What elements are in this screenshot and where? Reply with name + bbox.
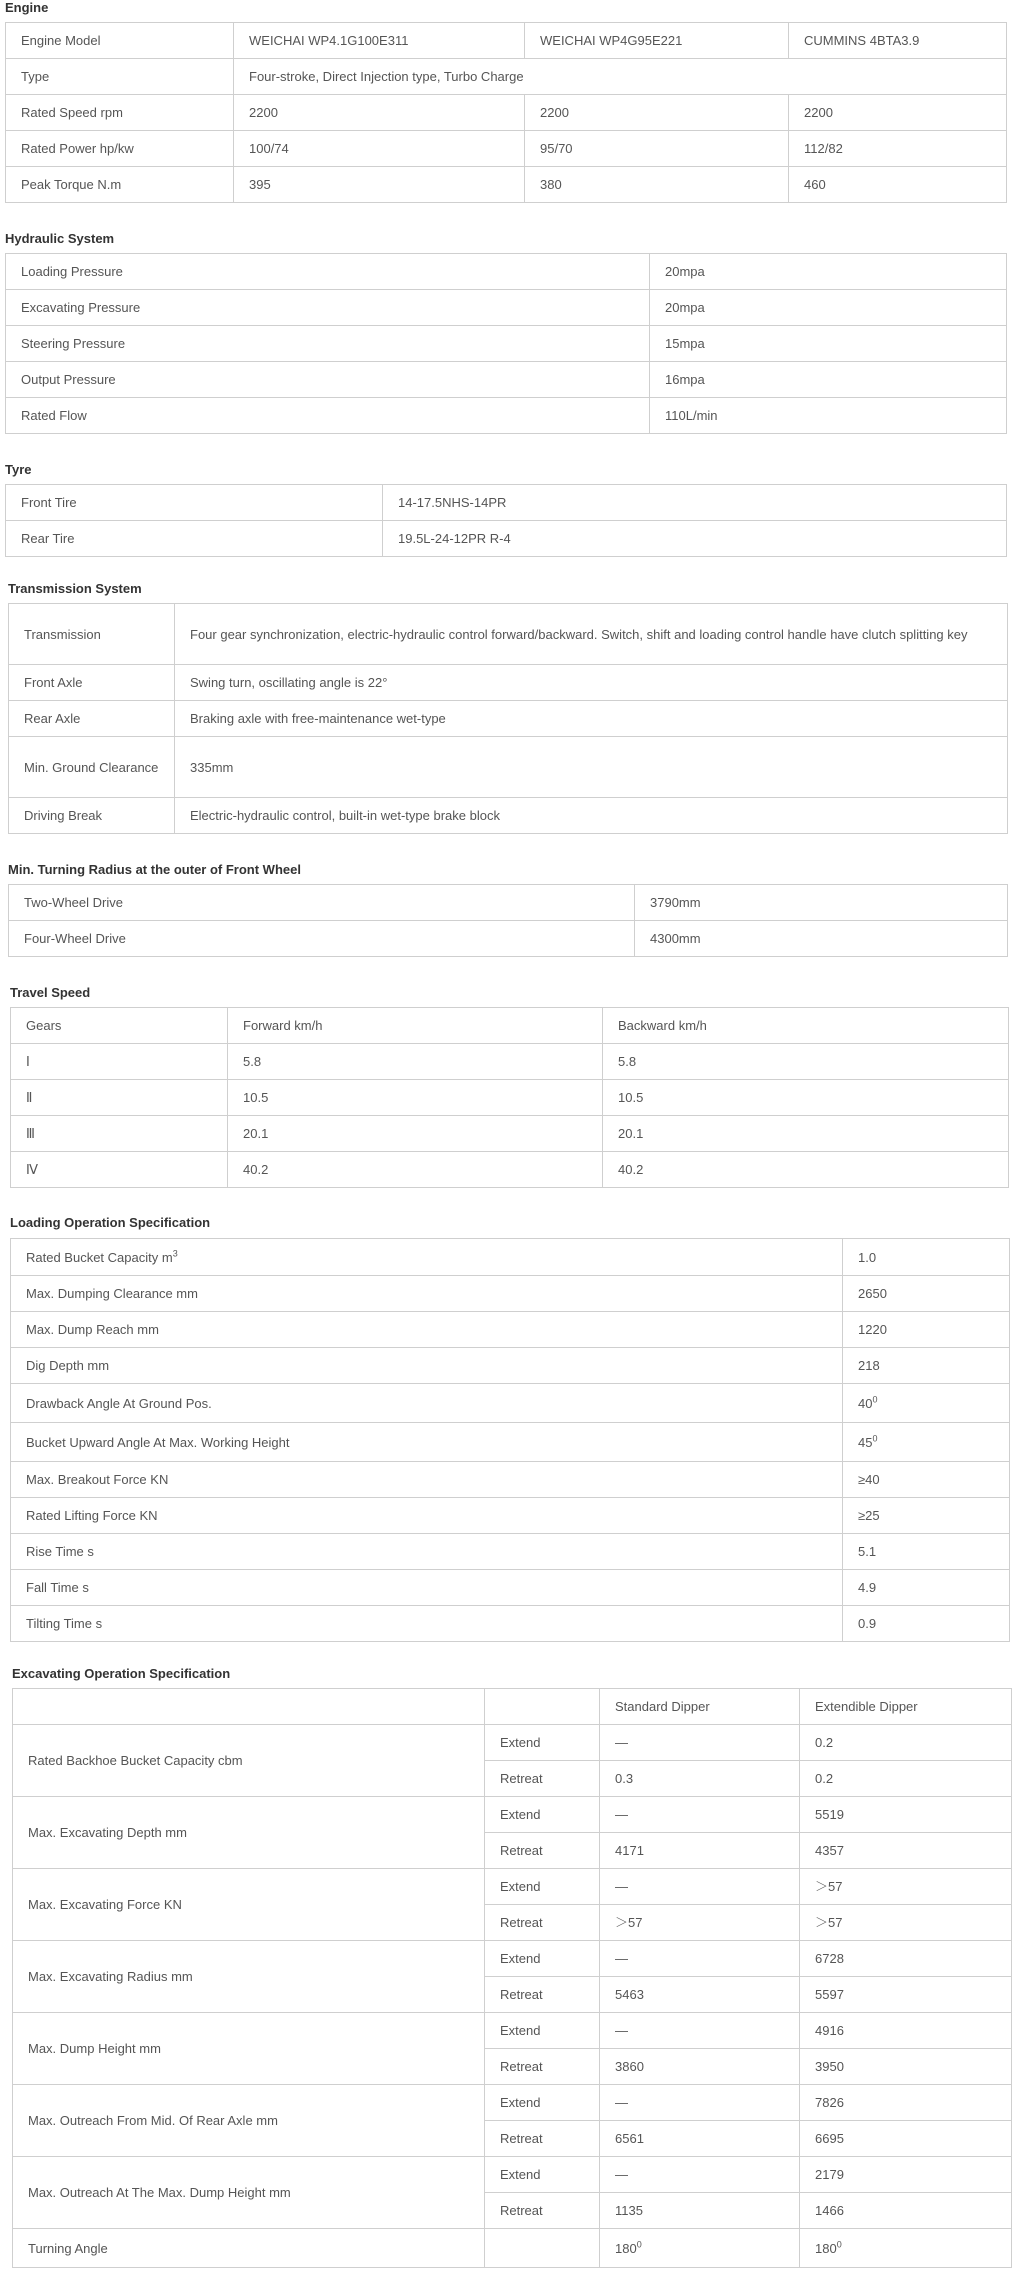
spec-value: ＞57 [600,1905,800,1941]
spec-value-text: 40 [858,1395,873,1411]
table-row [11,1348,1010,1384]
spec-value: 218 [843,1348,1010,1384]
engine-table [5,22,1007,203]
table-row [9,665,1008,701]
spec-value: Swing turn, oscillating angle is 22° [175,665,1008,701]
table-row [9,701,1008,737]
table-row [9,921,1008,957]
spec-value: 100/74 [234,131,525,167]
spec-label [11,1239,843,1276]
table-row [13,1797,1012,1833]
spec-value: 6695 [800,2121,1012,2157]
spec-value: — [600,1869,800,1905]
spec-label: Rated Backhoe Bucket Capacity cbm [13,1725,485,1797]
spec-value: 460 [789,167,1007,203]
spec-value: 4916 [800,2013,1012,2049]
spec-value: 5597 [800,1977,1012,2013]
spec-value: 95/70 [525,131,789,167]
spec-label: Front Tire [6,485,383,521]
spec-label: Engine Model [6,23,234,59]
table-row [11,1276,1010,1312]
mode-label: Retreat [485,2049,600,2085]
spec-label: Max. Excavating Radius mm [13,1941,485,2013]
spec-value: 7826 [800,2085,1012,2121]
table-row [13,1941,1012,1977]
turning-radius-table [8,884,1008,957]
spec-label: Loading Pressure [6,254,650,290]
mode-label: Retreat [485,1905,600,1941]
spec-label: Output Pressure [6,362,650,398]
mode-label: Extend [485,2157,600,2193]
spec-value: 110L/min [650,398,1007,434]
table-header: Forward km/h [228,1008,603,1044]
table-row [6,398,1007,434]
table-row [13,1725,1012,1761]
spec-label: Rear Tire [6,521,383,557]
engine-title: Engine [5,0,49,15]
spec-value [843,1423,1010,1462]
spec-value: 3790mm [635,885,1008,921]
spec-value: WEICHAI WP4G95E221 [525,23,789,59]
degree-superscript: 0 [836,2239,842,2250]
spec-label: Max. Dump Reach mm [11,1312,843,1348]
degree-superscript: 0 [636,2239,642,2250]
mode-label: Retreat [485,2193,600,2229]
spec-label: Max. Excavating Force KN [13,1869,485,1941]
table-row [9,885,1008,921]
spec-value: 19.5L-24-12PR R-4 [383,521,1007,557]
table-row [9,604,1008,665]
spec-label: Rated Power hp/kw [6,131,234,167]
excavating-table [12,1688,1012,2268]
spec-value: — [600,2157,800,2193]
spec-label: Front Axle [9,665,175,701]
mode-label: Extend [485,1941,600,1977]
spec-label: Max. Breakout Force KN [11,1462,843,1498]
table-row [6,59,1007,95]
turning-radius-title: Min. Turning Radius at the outer of Front Wheel [8,862,301,877]
table-row [6,290,1007,326]
table-row [6,167,1007,203]
table-header [485,1689,600,1725]
table-row [13,2013,1012,2049]
mode-label: Extend [485,1725,600,1761]
spec-value: 20mpa [650,254,1007,290]
spec-value [800,2229,1012,2268]
table-header: Gears [11,1008,228,1044]
table-row [13,1869,1012,1905]
spec-value: — [600,1797,800,1833]
spec-label: Rated Lifting Force KN [11,1498,843,1534]
hydraulic-title: Hydraulic System [5,231,115,246]
loading-title: Loading Operation Specification [10,1215,211,1230]
table-row [13,2157,1012,2193]
spec-value: 16mpa [650,362,1007,398]
spec-value: — [600,2085,800,2121]
spec-value: 2179 [800,2157,1012,2193]
spec-label: Max. Dump Height mm [13,2013,485,2085]
spec-value: — [600,1941,800,1977]
table-row [11,1080,1009,1116]
spec-value: 40.2 [228,1152,603,1188]
table-row [11,1384,1010,1423]
table-row [11,1044,1009,1080]
spec-label: Type [6,59,234,95]
loading-table [10,1238,1010,1642]
spec-label: Excavating Pressure [6,290,650,326]
table-row [13,2085,1012,2121]
mode-label: Extend [485,2085,600,2121]
spec-value: 6561 [600,2121,800,2157]
spec-label: Four-Wheel Drive [9,921,635,957]
spec-value: 4357 [800,1833,1012,1869]
spec-label: Max. Outreach At The Max. Dump Height mm [13,2157,485,2229]
spec-label: Transmission [9,604,175,665]
spec-value: 5.8 [228,1044,603,1080]
spec-value: ＞57 [800,1869,1012,1905]
spec-label: Two-Wheel Drive [9,885,635,921]
table-row [11,1423,1010,1462]
spec-value: 20.1 [603,1116,1009,1152]
spec-value: 6728 [800,1941,1012,1977]
table-row [11,1116,1009,1152]
spec-value: 4171 [600,1833,800,1869]
spec-label: Steering Pressure [6,326,650,362]
spec-value: 0.2 [800,1725,1012,1761]
spec-value: 15mpa [650,326,1007,362]
table-header [13,1689,485,1725]
mode-label: Extend [485,1869,600,1905]
travel-speed-title: Travel Speed [10,985,91,1000]
spec-value: Braking axle with free-maintenance wet-type [175,701,1008,737]
spec-value [600,2229,800,2268]
spec-label: Max. Dumping Clearance mm [11,1276,843,1312]
table-row [11,1606,1010,1642]
spec-value: WEICHAI WP4.1G100E311 [234,23,525,59]
gear-label: Ⅰ [11,1044,228,1080]
spec-value [843,1384,1010,1423]
spec-value: 395 [234,167,525,203]
mode-label [485,2229,600,2268]
mode-label: Retreat [485,1833,600,1869]
spec-value: 4300mm [635,921,1008,957]
spec-value: 335mm [175,737,1008,798]
gear-label: Ⅲ [11,1116,228,1152]
table-row [11,1312,1010,1348]
table-row [6,485,1007,521]
table-row [11,1534,1010,1570]
spec-value: ≥25 [843,1498,1010,1534]
tyre-table [5,484,1007,557]
tyre-title: Tyre [5,462,32,477]
spec-value: 20.1 [228,1116,603,1152]
spec-label-text: Rated Bucket Capacity m [26,1249,173,1265]
gear-label: Ⅳ [11,1152,228,1188]
spec-value: 2200 [789,95,1007,131]
spec-value: 1220 [843,1312,1010,1348]
spec-label: Rise Time s [11,1534,843,1570]
table-row [6,254,1007,290]
table-row [11,1152,1009,1188]
spec-label: Turning Angle [13,2229,485,2268]
spec-value: 2200 [234,95,525,131]
spec-value: 112/82 [789,131,1007,167]
table-row [11,1570,1010,1606]
spec-value: 5519 [800,1797,1012,1833]
spec-value: 20mpa [650,290,1007,326]
table-row [9,737,1008,798]
spec-label: Drawback Angle At Ground Pos. [11,1384,843,1423]
spec-value: 40.2 [603,1152,1009,1188]
spec-label: Peak Torque N.m [6,167,234,203]
spec-label: Max. Outreach From Mid. Of Rear Axle mm [13,2085,485,2157]
spec-value-text: 180 [615,2240,637,2256]
unit-superscript: 3 [172,1248,178,1259]
table-row [9,798,1008,834]
mode-label: Extend [485,1797,600,1833]
spec-value: 2200 [525,95,789,131]
table-row [11,1498,1010,1534]
transmission-table [8,603,1008,834]
table-row [6,362,1007,398]
gear-label: Ⅱ [11,1080,228,1116]
spec-value: 0.9 [843,1606,1010,1642]
spec-value: Four-stroke, Direct Injection type, Turbo Charge [234,59,1007,95]
spec-value: 2650 [843,1276,1010,1312]
table-row [11,1239,1010,1276]
table-row [6,95,1007,131]
mode-label: Retreat [485,2121,600,2157]
table-row [6,521,1007,557]
degree-superscript: 0 [872,1433,878,1444]
spec-value: 1135 [600,2193,800,2229]
spec-value: ＞57 [800,1905,1012,1941]
spec-value-text: 180 [815,2240,837,2256]
spec-value: 4.9 [843,1570,1010,1606]
spec-value: — [600,1725,800,1761]
table-header: Backward km/h [603,1008,1009,1044]
spec-label: Max. Excavating Depth mm [13,1797,485,1869]
spec-value: 3860 [600,2049,800,2085]
mode-label: Retreat [485,1761,600,1797]
spec-value: 1.0 [843,1239,1010,1276]
table-header: Standard Dipper [600,1689,800,1725]
spec-value: 3950 [800,2049,1012,2085]
spec-value: 380 [525,167,789,203]
table-row [11,1008,1009,1044]
spec-label: Driving Break [9,798,175,834]
table-header: Extendible Dipper [800,1689,1012,1725]
spec-label: Min. Ground Clearance [9,737,175,798]
spec-label: Fall Time s [11,1570,843,1606]
spec-value: 5463 [600,1977,800,2013]
spec-value: 0.3 [600,1761,800,1797]
spec-value: ≥40 [843,1462,1010,1498]
spec-label: Tilting Time s [11,1606,843,1642]
spec-value: 14-17.5NHS-14PR [383,485,1007,521]
spec-value: 5.1 [843,1534,1010,1570]
mode-label: Retreat [485,1977,600,2013]
spec-value: 10.5 [603,1080,1009,1116]
hydraulic-table [5,253,1007,434]
table-row [6,326,1007,362]
spec-value: Four gear synchronization, electric-hydraulic control forward/backward. Switch, shift and loading control handle have clutch splitting key [175,604,1008,665]
spec-value: 10.5 [228,1080,603,1116]
table-row [13,1689,1012,1725]
degree-superscript: 0 [872,1394,878,1405]
spec-value: CUMMINS 4BTA3.9 [789,23,1007,59]
table-row [13,2229,1012,2268]
spec-value: 1466 [800,2193,1012,2229]
spec-label: Rated Flow [6,398,650,434]
spec-value-text: 45 [858,1434,873,1450]
mode-label: Extend [485,2013,600,2049]
spec-value: 5.8 [603,1044,1009,1080]
table-row [6,131,1007,167]
excavating-title: Excavating Operation Specification [12,1666,231,1681]
spec-value: Electric-hydraulic control, built-in wet-type brake block [175,798,1008,834]
travel-speed-table [10,1007,1009,1188]
table-row [11,1462,1010,1498]
table-row [6,23,1007,59]
spec-value: 0.2 [800,1761,1012,1797]
spec-value: — [600,2013,800,2049]
spec-label: Dig Depth mm [11,1348,843,1384]
spec-label: Bucket Upward Angle At Max. Working Height [11,1423,843,1462]
transmission-title: Transmission System [8,581,142,596]
spec-label: Rated Speed rpm [6,95,234,131]
spec-label: Rear Axle [9,701,175,737]
